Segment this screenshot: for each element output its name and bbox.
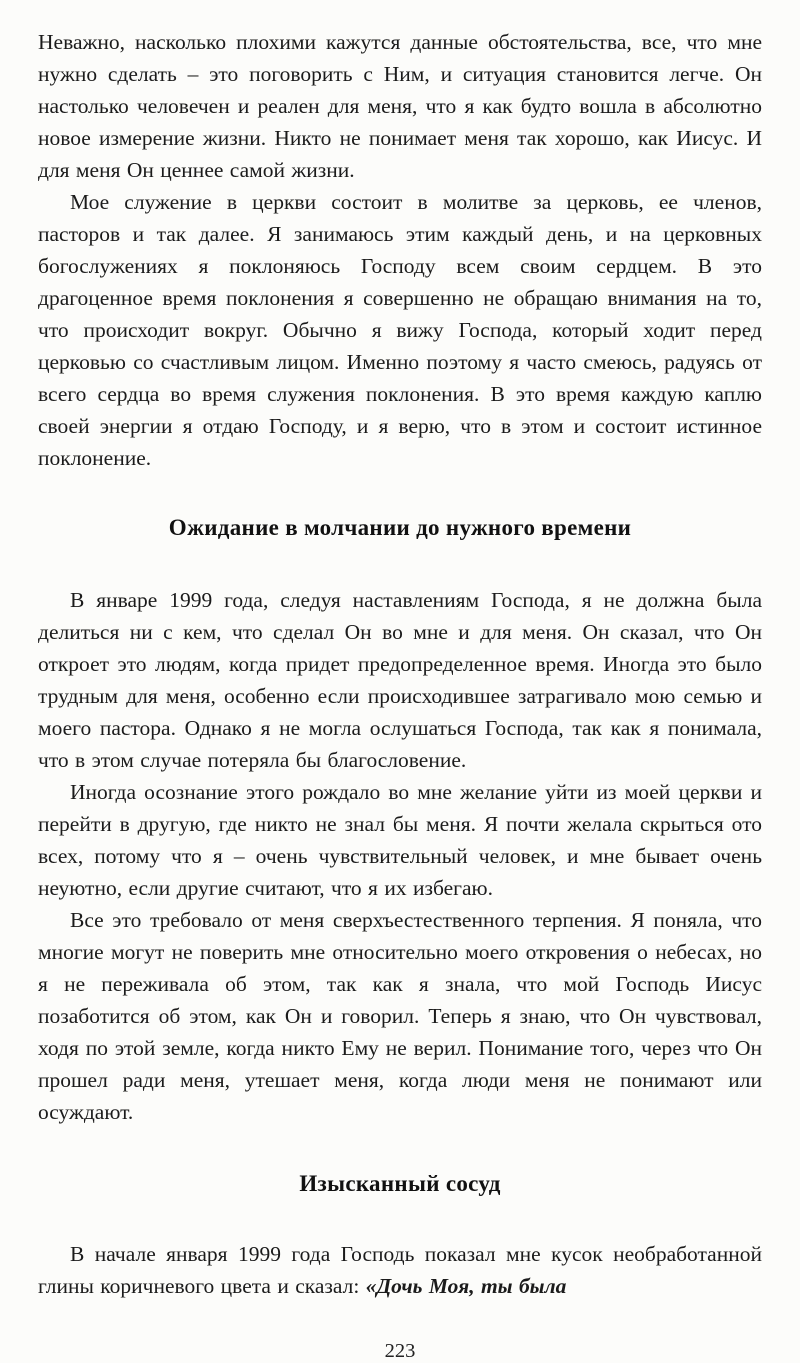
page-number: 223 bbox=[384, 1340, 416, 1362]
paragraph-6-quote: «Дочь Моя, ты была bbox=[365, 1274, 567, 1298]
paragraph-1: Неважно, насколько плохими кажутся данные обстоятельства, все, что мне нужно сделать – это поговорить с Ним, и ситуация становится легче. Он настолько человечен и реален для меня, что я как будто вошла в абсолютно новое измерение жизни. Никто не понимает меня так хорошо, как Иисус. И для меня Он ценнее самой жизни. bbox=[38, 30, 762, 182]
section-heading-exquisite-vessel: Изысканный сосуд bbox=[299, 1171, 501, 1196]
paragraph-4: Иногда осознание этого рождало во мне желание уйти из моей церкви и перейти в другую, где никто не знал бы меня. Я почти желала скрыться ото всех, потому что я – очень чувствительный человек, и мне бывает очень неуютно, если другие считают, что я их избегаю. bbox=[38, 780, 762, 900]
section-heading-waiting-in-silence: Ожидание в молчании до нужного времени bbox=[168, 515, 632, 540]
paragraph-2: Мое служение в церкви состоит в молитве за церковь, ее членов, пасторов и так далее. Я занимаюсь этим каждый день, и на церковных богослужениях я поклоняюсь Господу всем своим сердцем. В это драгоценное время поклонения я совершенно не обращаю внимания на то, что происходит вокруг. Обычно я вижу Господа, который ходит перед церковью со счастливым лицом. Именно поэтому я часто смеюсь, радуясь от всего сердца во время служения поклонения. В это время каждую каплю своей энергии я отдаю Господу, и я верю, что в этом и состоит истинное поклонение. bbox=[38, 190, 762, 470]
paragraph-3: В январе 1999 года, следуя наставлениям Господа, я не должна была делиться ни с кем, что сделал Он во мне и для меня. Он сказал, что Он откроет это людям, когда придет предопределенное время. Иногда это было трудным для меня, особенно если происходившее затрагивало мою семью и моего пастора. Однако я не могла ослушаться Господа, так как я понимала, что в этом случае потеряла бы благословение. bbox=[38, 588, 762, 772]
paragraph-5: Все это требовало от меня сверхъестественного терпения. Я поняла, что многие могут не поверить мне относительно моего откровения о небесах, но я не переживала об этом, так как я знала, что мой Господь Иисус позаботится об этом, как Он и говорил. Теперь я знаю, что Он чувствовал, ходя по этой земле, когда никто Ему не верил. Понимание того, через что Он прошел ради меня, утешает меня, когда люди меня не понимают или осуждают. bbox=[38, 908, 762, 1124]
paragraph-6-text: В начале января 1999 года Господь показал мне кусок необработанной глины коричневого цвета и сказал: bbox=[38, 1242, 762, 1298]
paragraph-6 bbox=[38, 1238, 762, 1302]
